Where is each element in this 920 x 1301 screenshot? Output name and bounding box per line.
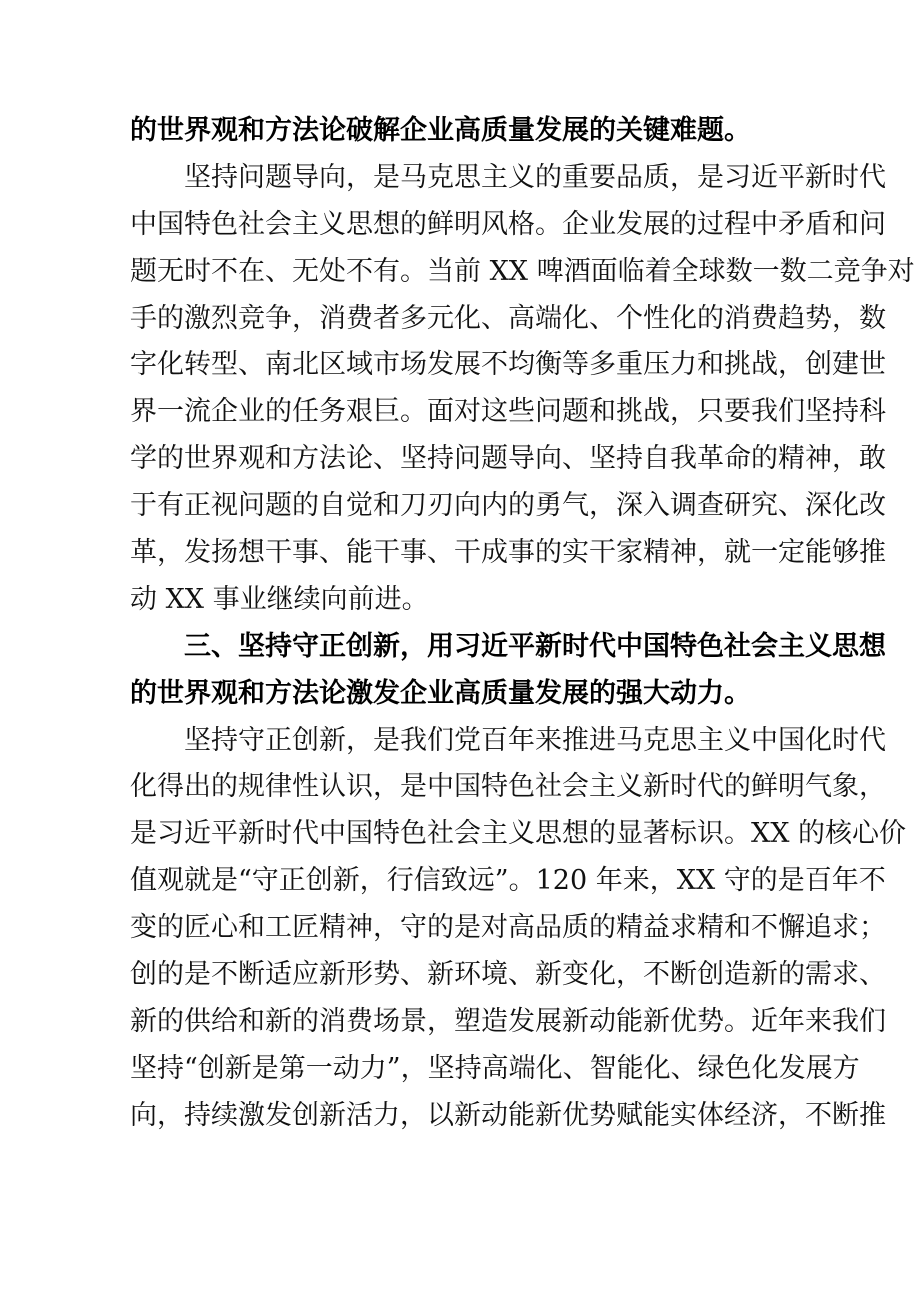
paragraph-line: 中国特色社会主义思想的鲜明风格。企业发展的过程中矛盾和问 xyxy=(130,208,886,240)
heading-continuation-line: 的世界观和方法论破解企业高质量发展的关键难题。 xyxy=(130,115,751,146)
section-heading-line: 三、坚持守正创新，用习近平新时代中国特色社会主义思想 xyxy=(184,630,886,662)
paragraph-line: 向，持续激发创新活力，以新动能新优势赋能实体经济，不断推 xyxy=(130,1099,886,1131)
paragraph-line: 动 XX 事业继续向前进。 xyxy=(130,583,429,615)
paragraph-line: 手的激烈竞争，消费者多元化、高端化、个性化的消费趋势，数 xyxy=(130,302,886,334)
paragraph-line: 坚持“创新是第一动力”，坚持高端化、智能化、绿色化发展方 xyxy=(130,1052,860,1084)
paragraph-line: 坚持问题导向，是马克思主义的重要品质，是习近平新时代 xyxy=(184,161,886,193)
paragraph-line: 变的匠心和工匠精神，守的是对高品质的精益求精和不懈追求； xyxy=(130,912,886,944)
paragraph-line: 新的供给和新的消费场景，塑造发展新动能新优势。近年来我们 xyxy=(130,1005,886,1037)
paragraph-line: 题无时不在、无处不有。当前 XX 啤酒面临着全球数一数二竞争对 xyxy=(130,255,915,287)
paragraph-line: 于有正视问题的自觉和刀刃向内的勇气，深入调查研究、深化改 xyxy=(130,490,886,522)
paragraph-line: 化得出的规律性认识，是中国特色社会主义新时代的鲜明气象， xyxy=(130,771,886,803)
paragraph-line: 是习近平新时代中国特色社会主义思想的显著标识。XX 的核心价 xyxy=(130,818,907,850)
section-heading-line: 的世界观和方法论激发企业高质量发展的强大动力。 xyxy=(130,677,751,709)
paragraph-line: 字化转型、南北区域市场发展不均衡等多重压力和挑战，创建世 xyxy=(130,349,886,381)
paragraph-line: 创的是不断适应新形势、新环境、新变化，不断创造新的需求、 xyxy=(130,959,886,991)
paragraph-line: 界一流企业的任务艰巨。面对这些问题和挑战，只要我们坚持科 xyxy=(130,396,886,428)
paragraph-line: 学的世界观和方法论、坚持问题导向、坚持自我革命的精神，敢 xyxy=(130,443,886,475)
paragraph-line: 革，发扬想干事、能干事、干成事的实干家精神，就一定能够推 xyxy=(130,537,886,569)
paragraph-line: 坚持守正创新，是我们党百年来推进马克思主义中国化时代 xyxy=(184,724,886,756)
paragraph-line: 值观就是“守正创新，行信致远”。120 年来，XX 守的是百年不 xyxy=(130,865,886,897)
document-body xyxy=(130,108,915,1140)
